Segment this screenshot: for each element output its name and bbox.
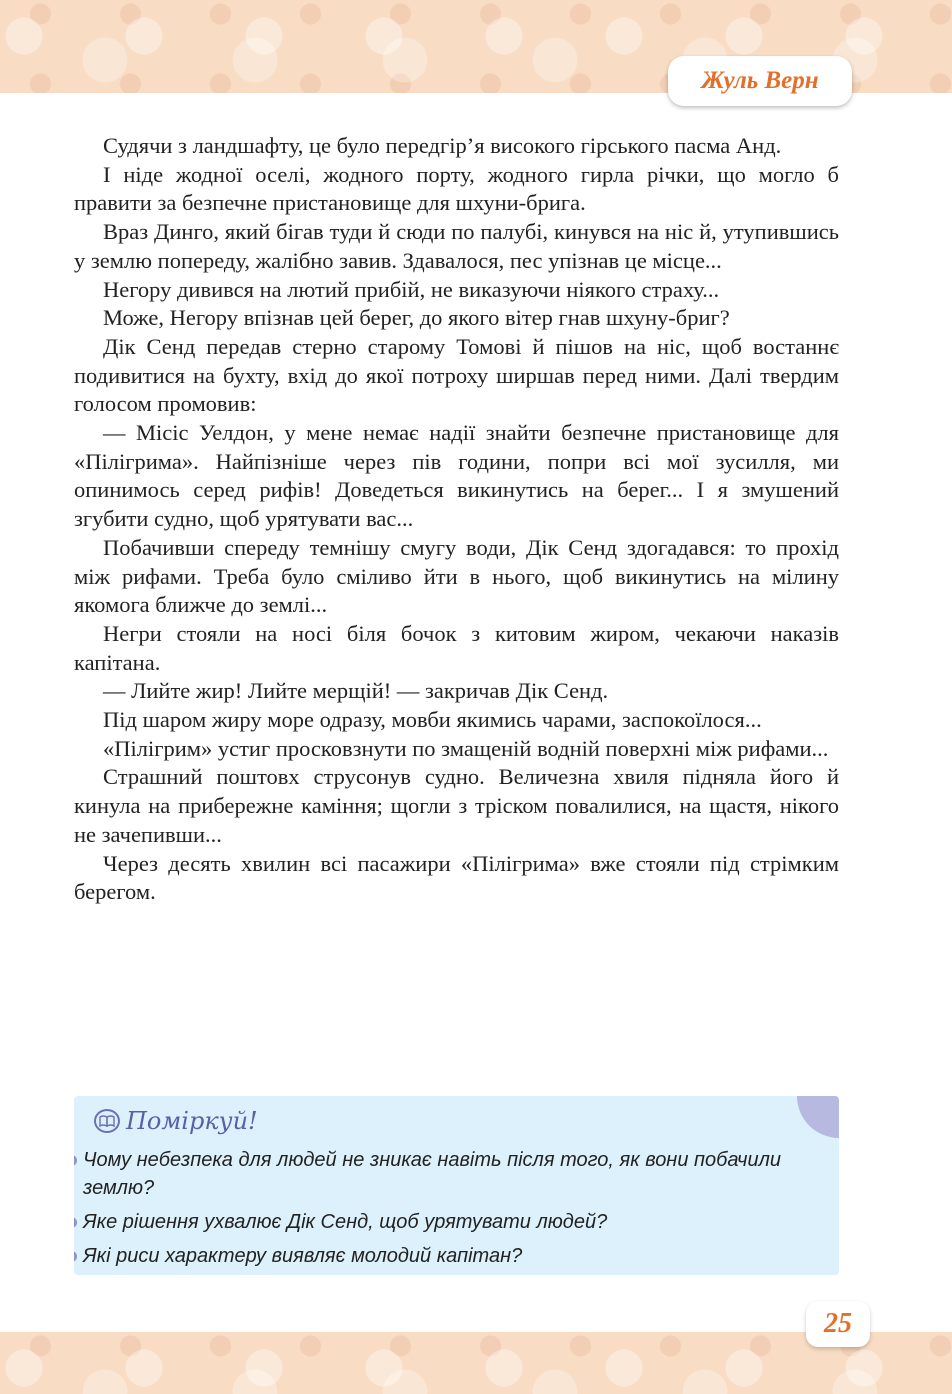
list-item <box>74 1208 832 1236</box>
paragraph: Може, Негору впізнав цей берег, до якого вітер гнав шхуну-бриг? <box>103 305 730 331</box>
paragraph: Дік Сенд передав стерно старому Томові й пішов на ніс, щоб востаннє подивитися на бухту, вхід до якої потроху ширшав перед ними. Далі твердим голосом промовив: <box>74 333 839 417</box>
paragraph: — Лийте жир! Лийте мерщій! — закричав Дік Сенд. <box>103 678 609 704</box>
think-box-header <box>94 1106 258 1136</box>
corner-decoration <box>797 1096 839 1138</box>
author-name: Жуль Верн <box>701 67 819 94</box>
question-list <box>74 1146 832 1275</box>
list-item <box>74 1146 832 1202</box>
paragraph: Під шаром жиру море одразу, мовби якимись чарами, заспокоїлося... <box>103 707 762 733</box>
paragraph: «Пілігрим» устиг просковзнути по змащеній водній поверхні між рифами... <box>103 735 829 761</box>
question-text: Які риси характеру виявляє молодий капітан? <box>83 1245 523 1267</box>
bullet-icon <box>74 1251 77 1262</box>
page-number-badge <box>806 1301 870 1347</box>
list-item <box>74 1242 832 1270</box>
paragraph: — Місіс Уелдон, у мене немає надії знайти безпечне пристановище для «Пілігрима». Найпізніше через пів години, попри всі мої зусилля, ми опинимось серед рифів! Доведеться викинутись на берег... І я змушений згубити судно, щоб урятувати вас... <box>74 420 839 532</box>
question-text: Яке рішення ухвалює Дік Сенд, щоб урятувати людей? <box>83 1211 608 1233</box>
paragraph: Враз Динго, який бігав туди й сюди по палубі, кинувся на ніс й, утупившись у землю попереду, жалібно завив. Здавалося, пес упізнав це місце... <box>74 219 839 273</box>
think-box <box>74 1096 839 1275</box>
paragraph: Негору дивився на лютий прибій, не виказуючи ніякого страху... <box>103 276 720 302</box>
paragraph: Через десять хвилин всі пасажири «Пілігрима» вже стояли під стрімким берегом. <box>74 850 839 905</box>
bullet-icon <box>74 1155 77 1166</box>
bullet-icon <box>74 1217 77 1228</box>
paragraph: І ніде жодної оселі, жодного порту, жодного гирла річки, що могло б правити за безпечне пристановище для шхуни-брига. <box>74 161 839 216</box>
paragraph: Побачивши спереду темнішу смугу води, Дік Сенд здогадався: то прохід між рифами. Треба було сміливо йти в нього, щоб викинутись на мілину якомога ближче до землі... <box>74 534 839 618</box>
story-text <box>74 132 839 907</box>
think-box-title: Поміркуй! <box>126 1107 258 1135</box>
open-book-icon <box>94 1109 120 1133</box>
paragraph: Негри стояли на носі біля бочок з китовим жиром, чекаючи наказів капітана. <box>74 620 839 675</box>
page-number: 25 <box>824 1308 852 1339</box>
question-text: Чому небезпека для людей не зникає навіть після того, як вони побачили землю? <box>83 1149 782 1199</box>
paragraph: Судячи з ландшафту, це було передгір’я високого гірського пасма Анд. <box>103 133 782 158</box>
author-header-tab <box>668 56 852 106</box>
paragraph: Страшний поштовх струсонув судно. Величезна хвиля підняла його й кинула на прибережне каміння; щогли з тріском повалилися, на щастя, нікого не зачепивши... <box>74 764 839 847</box>
